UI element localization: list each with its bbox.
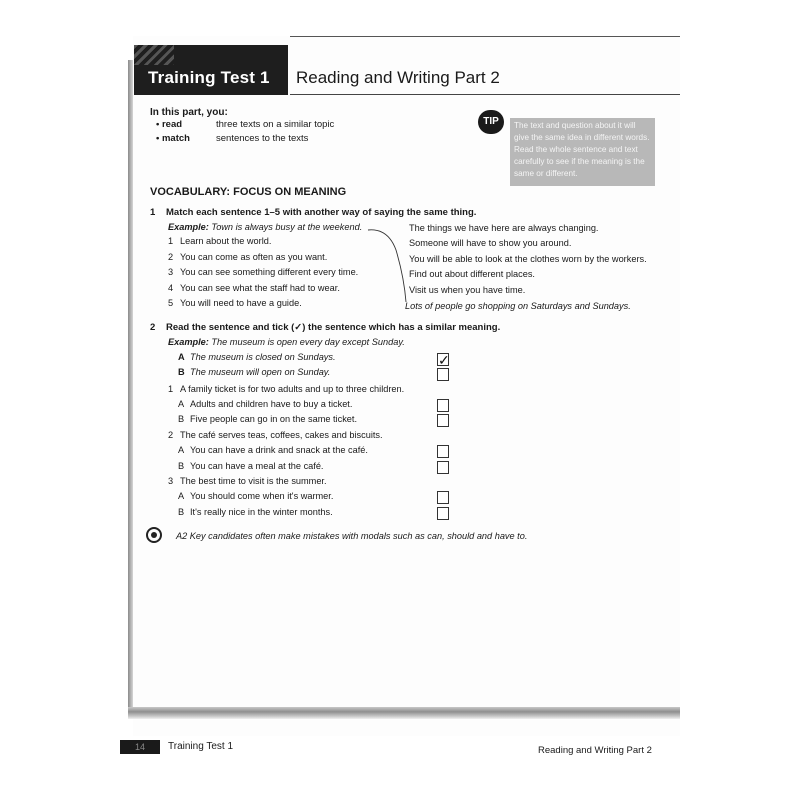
- eye-icon: [146, 527, 162, 543]
- ex2-item: 2 The café serves teas, coffees, cakes and biscuits.: [168, 430, 383, 440]
- example-option: B The museum will open on Sunday.: [178, 367, 331, 377]
- example-match-line: [360, 222, 410, 312]
- tip-box: The text and question about it will give the same idea in different words. Read the whole sentence and text carefully to see if the meaning is the same or different.: [510, 118, 655, 186]
- tip-badge: TIP: [478, 110, 504, 134]
- ex2-option: B Five people can go in on the same ticket.: [178, 414, 358, 424]
- intro-bullet: read: [161, 119, 183, 130]
- intro-item: • match sentences to the texts: [156, 133, 309, 144]
- ex2-option: A You can have a drink and snack at the café.: [178, 445, 368, 455]
- item1-checkbox-b[interactable]: [437, 414, 449, 427]
- ex2-option: B It's really nice in the winter months.: [178, 507, 333, 517]
- exercise-1-instruction: 1 Match each sentence 1–5 with another way of saying the same thing.: [150, 207, 477, 218]
- example-option: A The museum is closed on Sundays.: [178, 352, 336, 362]
- vocab-heading: VOCABULARY: FOCUS ON MEANING: [150, 186, 347, 198]
- page-bottom-shadow: [128, 707, 680, 719]
- intro-heading: In this part, you:: [150, 107, 228, 118]
- exercise-2-instruction: 2 Read the sentence and tick (✓) the sentence which has a similar meaning.: [150, 322, 501, 333]
- ex2-option: B You can have a meal at the café.: [178, 461, 324, 471]
- ex1-right-item: You will be able to look at the clothes worn by the workers.: [409, 254, 647, 264]
- ex1-left-item: 2 You can come as often as you want.: [168, 252, 328, 262]
- intro-text: sentences to the texts: [216, 133, 309, 144]
- ex1-left-item: 1 Learn about the world.: [168, 236, 272, 246]
- page-number: 14: [120, 740, 160, 754]
- ex2-item: 1 A family ticket is for two adults and up to three children.: [168, 384, 405, 394]
- item3-checkbox-b[interactable]: [437, 507, 449, 520]
- exercise-2-example: Example: The museum is open every day except Sunday.: [168, 337, 405, 347]
- ex1-right-item: The things we have here are always changing.: [409, 223, 599, 233]
- intro-text: three texts on a similar topic: [216, 119, 335, 130]
- example-checkbox-b[interactable]: [437, 368, 449, 381]
- intro-item: • read three texts on a similar topic: [156, 119, 335, 130]
- example-checkbox-a[interactable]: ✓: [438, 352, 450, 368]
- page-edge-shadow: [128, 60, 133, 710]
- ex1-right-item: Lots of people go shopping on Saturdays and Sundays.: [405, 301, 631, 311]
- header-title: Training Test 1: [148, 68, 270, 87]
- ex1-right-item: Someone will have to show you around.: [409, 238, 572, 248]
- ex1-right-item: Visit us when you have time.: [409, 285, 526, 295]
- top-rule: [290, 36, 680, 37]
- ex1-left-item: 5 You will need to have a guide.: [168, 298, 302, 308]
- exercise-1-example: Example: Town is always busy at the weekend.: [168, 222, 363, 232]
- ex1-left-item: 3 You can see something different every time.: [168, 267, 359, 277]
- header-subtitle: Reading and Writing Part 2: [296, 68, 500, 87]
- footer-left: Training Test 1: [168, 741, 234, 752]
- ex2-option: A Adults and children have to buy a ticket.: [178, 399, 353, 409]
- ex2-option: A You should come when it's warmer.: [178, 491, 334, 501]
- item2-checkbox-b[interactable]: [437, 461, 449, 474]
- ex1-left-item: 4 You can see what the staff had to wear.: [168, 283, 340, 293]
- footer-right: Reading and Writing Part 2: [538, 745, 652, 756]
- item2-checkbox-a[interactable]: [437, 445, 449, 458]
- intro-bullet: match: [161, 133, 190, 144]
- candidate-note: A2 Key candidates often make mistakes with modals such as can, should and have to.: [176, 531, 528, 541]
- ex1-right-item: Find out about different places.: [409, 269, 535, 279]
- item1-checkbox-a[interactable]: [437, 399, 449, 412]
- header-rule: [290, 94, 680, 95]
- item3-checkbox-a[interactable]: [437, 491, 449, 504]
- ex2-item: 3 The best time to visit is the summer.: [168, 476, 327, 486]
